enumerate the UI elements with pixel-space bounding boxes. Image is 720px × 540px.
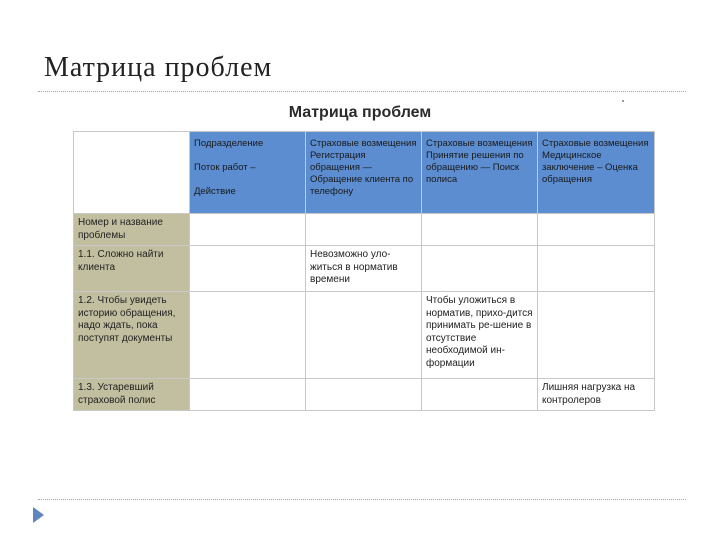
header-row-labels: [190, 132, 306, 214]
matrix-cell: [190, 292, 306, 379]
next-slide-arrow-icon[interactable]: [33, 507, 44, 523]
matrix-cell: [306, 292, 422, 379]
matrix-cell: [538, 214, 655, 246]
problem-label: 1.2. Чтобы увидеть историю обращения, надо ждать, пока поступят документы: [74, 292, 190, 379]
label-division: Подразделение: [194, 138, 264, 149]
matrix-cell: Лишняя нагрузка на контролеров: [538, 379, 655, 411]
problem-label: 1.1. Сложно найти клиента: [74, 246, 190, 292]
matrix-cell: [422, 379, 538, 411]
bottom-divider: [38, 499, 686, 500]
header-column-2: Страховые возмещения Принятие решения по обращению — Поиск полиса: [422, 132, 538, 214]
matrix-cell: [422, 246, 538, 292]
table-row: [74, 292, 655, 379]
header-column-1: Страховые возмещения Регистрация обращения — Обращение клиента по телефону: [306, 132, 422, 214]
decorative-dot: [622, 100, 624, 102]
matrix-cell: [190, 214, 306, 246]
header-column-3: Страховые возмещения Медицинское заключение – Оценка обращения: [538, 132, 655, 214]
matrix-cell: [422, 214, 538, 246]
problem-label: Номер и название проблемы: [74, 214, 190, 246]
matrix-cell: [538, 246, 655, 292]
matrix-cell: [538, 292, 655, 379]
matrix-cell: [306, 214, 422, 246]
table-row: [74, 379, 655, 411]
table-title: Матрица проблем: [288, 104, 432, 121]
problem-label: 1.3. Устаревший страховой полис: [74, 379, 190, 411]
label-workflow: Поток работ –: [194, 162, 256, 173]
matrix-cell: Чтобы уложиться в норматив, прихо-дится принимать ре-шение в отсутствие необходимой ин-формации: [422, 292, 538, 379]
table-row: [74, 214, 655, 246]
slide-title: Матрица проблем: [44, 52, 273, 83]
matrix-cell: [190, 246, 306, 292]
matrix-cell: [306, 379, 422, 411]
top-divider: [38, 91, 686, 92]
label-action: Действие: [194, 186, 236, 197]
header-corner: [74, 132, 190, 214]
matrix-cell: Невозможно уло-житься в норматив времени: [306, 246, 422, 292]
header-row: [74, 132, 655, 214]
table-row: [74, 246, 655, 292]
problem-matrix: [73, 131, 655, 411]
matrix-cell: [190, 379, 306, 411]
